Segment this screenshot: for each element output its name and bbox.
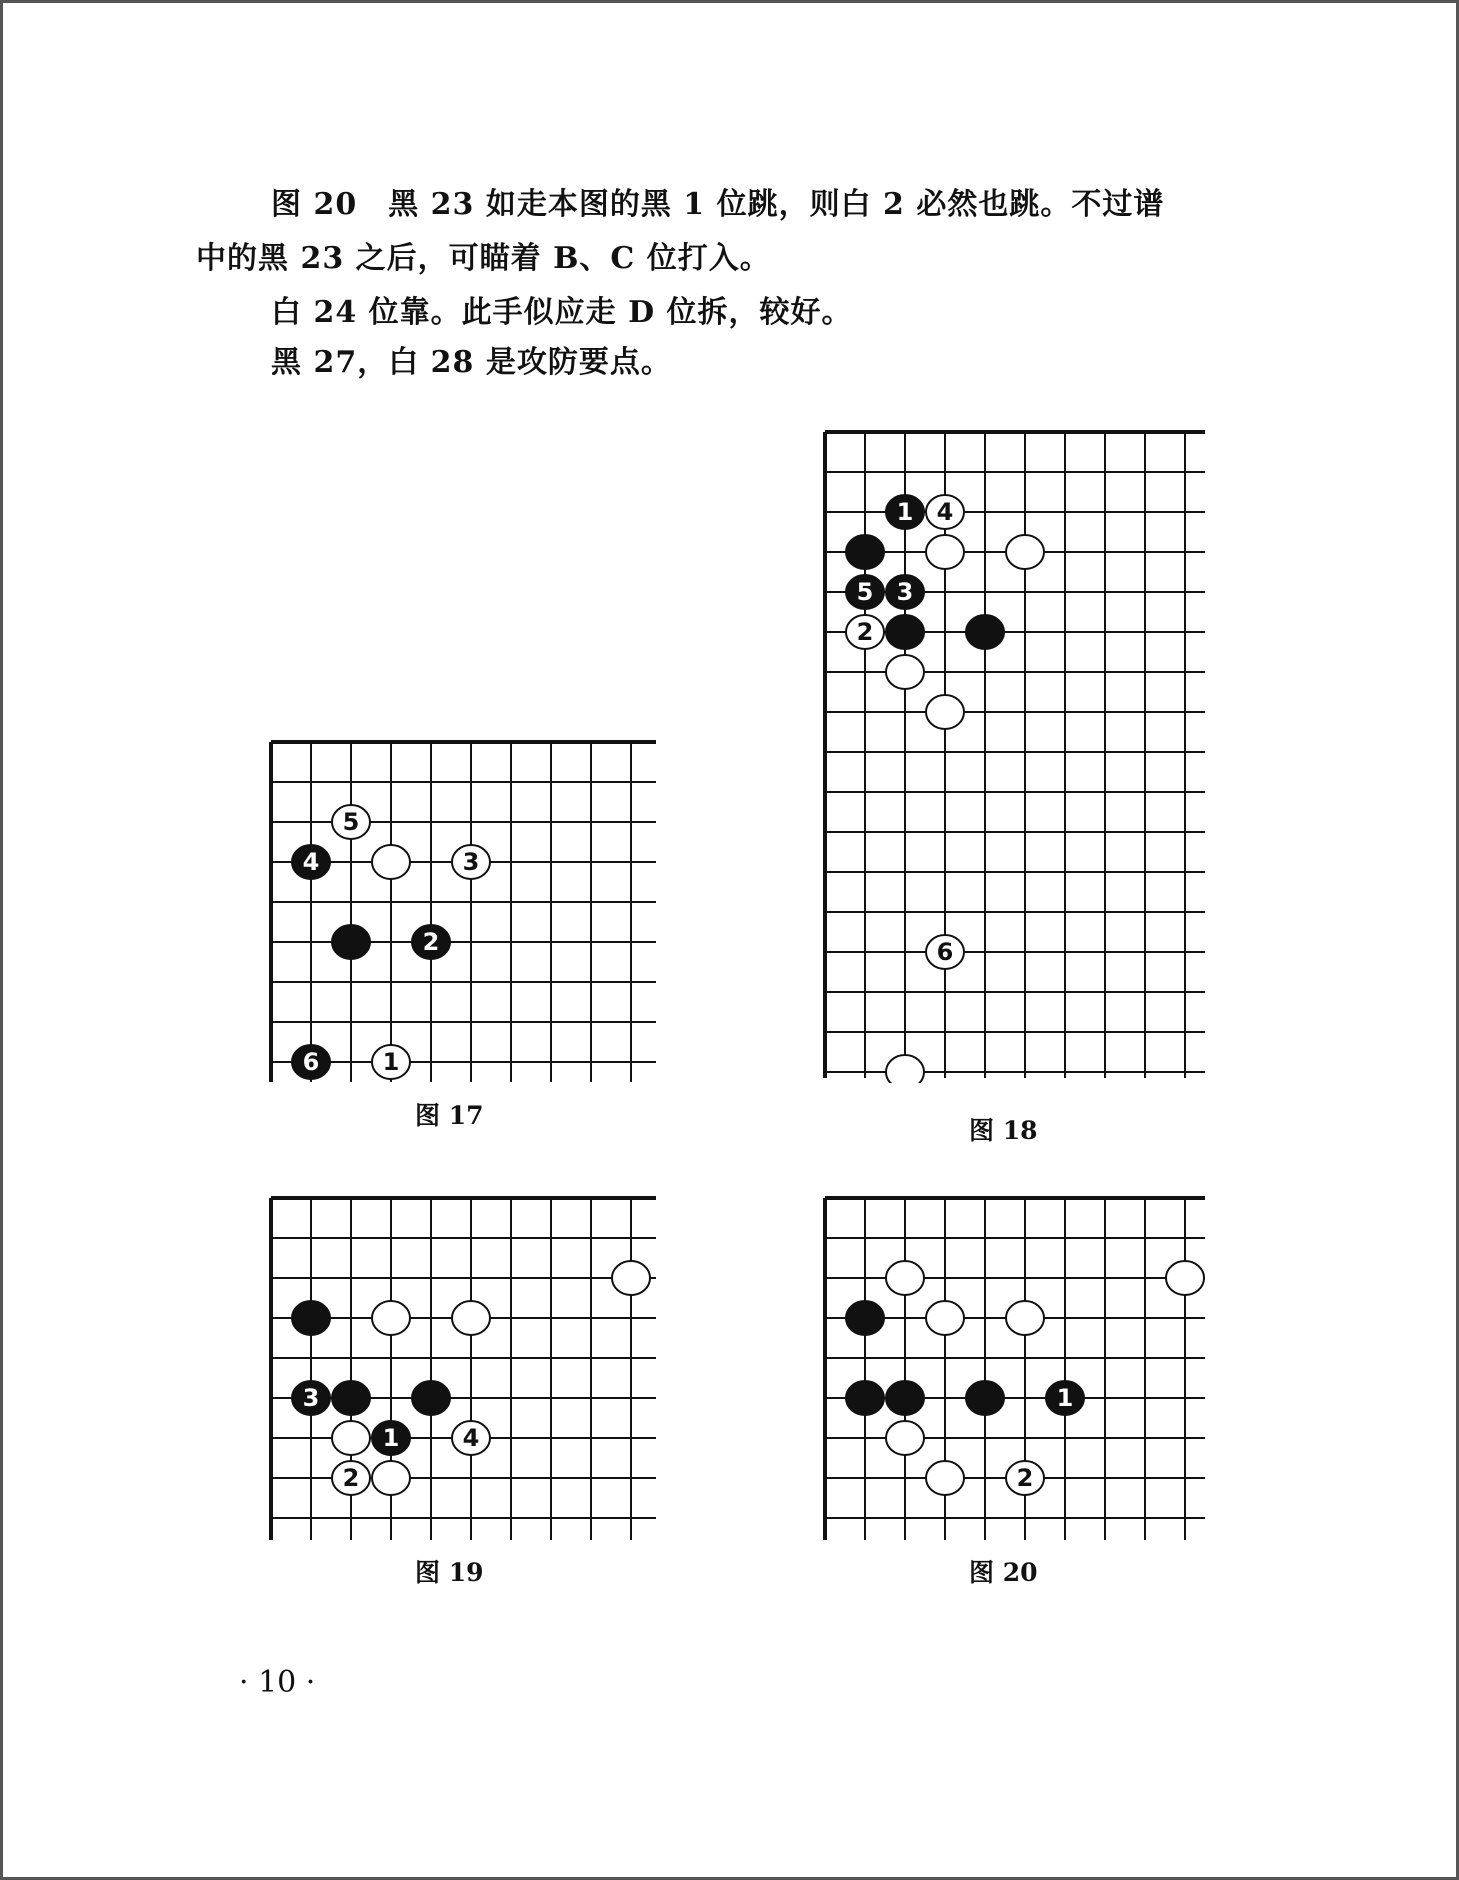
white-stone-shape [926, 1301, 964, 1335]
paragraph-line-2: 中的黑 23 之后，可瞄着 B、C 位打入。 [196, 241, 771, 276]
white-stone [452, 1301, 490, 1335]
black-stone [1046, 1381, 1084, 1415]
go-diagram-17 [266, 737, 661, 1087]
white-stone-shape [926, 695, 964, 729]
move-number: 4 [462, 1424, 480, 1452]
white-stone-shape [372, 845, 410, 879]
move-number: 6 [302, 1048, 320, 1076]
white-stone [926, 935, 964, 969]
black-stone [846, 1381, 884, 1415]
white-stone [1006, 1301, 1044, 1335]
black-stone-shape [332, 925, 370, 959]
white-stone [372, 845, 410, 879]
white-stone [926, 695, 964, 729]
paragraph-line-1: 图 20 黑 23 如走本图的黑 1 位跳，则白 2 必然也跳。不过谱 [271, 187, 1165, 222]
move-number: 2 [342, 1464, 360, 1492]
black-stone-shape [292, 1301, 330, 1335]
black-stone [846, 575, 884, 609]
white-stone [332, 1421, 370, 1455]
black-stone-shape [846, 1381, 884, 1415]
white-stone [332, 805, 370, 839]
move-number: 5 [342, 808, 360, 836]
white-stone [332, 1461, 370, 1495]
paragraph-line-4: 黑 27，白 28 是攻防要点。 [271, 345, 672, 380]
board-grid [825, 432, 1205, 1078]
white-stone [612, 1261, 650, 1295]
black-stone-shape [846, 535, 884, 569]
white-stone [926, 495, 964, 529]
black-stone [412, 925, 450, 959]
white-stone-shape [1166, 1261, 1204, 1295]
board-grid [271, 1198, 656, 1540]
black-stone [886, 1381, 924, 1415]
white-stone-shape [1006, 1301, 1044, 1335]
page-number: · 10 · [239, 1665, 316, 1700]
black-stone [292, 1301, 330, 1335]
white-stone-shape [1006, 535, 1044, 569]
black-stone [412, 1381, 450, 1415]
move-number: 5 [856, 578, 874, 606]
diagram-caption-17: 图 17 [415, 1101, 484, 1130]
white-stone-shape [452, 1301, 490, 1335]
white-stone [886, 1055, 924, 1083]
white-stone-shape [886, 1261, 924, 1295]
move-number: 2 [856, 618, 874, 646]
black-stone-shape [412, 1381, 450, 1415]
black-stone-shape [886, 1381, 924, 1415]
move-number: 1 [896, 498, 914, 526]
white-stone-shape [886, 655, 924, 689]
diagram-caption-18: 图 18 [969, 1116, 1038, 1145]
white-stone-shape [886, 1421, 924, 1455]
diagram-caption-20: 图 20 [969, 1558, 1038, 1587]
white-stone [1006, 535, 1044, 569]
white-stone [926, 1461, 964, 1495]
white-stone [452, 1421, 490, 1455]
diagram-caption-19: 图 19 [415, 1558, 484, 1587]
black-stone [886, 495, 924, 529]
white-stone [846, 615, 884, 649]
white-stone [452, 845, 490, 879]
go-diagram-18 [820, 427, 1210, 1083]
move-number: 2 [1016, 1464, 1034, 1492]
black-stone-shape [966, 1381, 1004, 1415]
white-stone [926, 1301, 964, 1335]
white-stone [1006, 1461, 1044, 1495]
go-diagram-20 [820, 1193, 1210, 1545]
move-number: 4 [936, 498, 954, 526]
white-stone-shape [332, 1421, 370, 1455]
white-stone-shape [372, 1301, 410, 1335]
move-number: 3 [462, 848, 480, 876]
black-stone [292, 845, 330, 879]
move-number: 1 [382, 1424, 400, 1452]
black-stone [332, 925, 370, 959]
white-stone-shape [612, 1261, 650, 1295]
move-number: 3 [896, 578, 914, 606]
black-stone [966, 1381, 1004, 1415]
move-number: 6 [936, 938, 954, 966]
black-stone-shape [886, 615, 924, 649]
move-number: 1 [382, 1048, 400, 1076]
white-stone [886, 655, 924, 689]
black-stone [886, 575, 924, 609]
black-stone [292, 1045, 330, 1079]
white-stone-shape [926, 1461, 964, 1495]
black-stone [332, 1381, 370, 1415]
black-stone [846, 535, 884, 569]
white-stone [886, 1421, 924, 1455]
move-number: 3 [302, 1384, 320, 1412]
black-stone-shape [332, 1381, 370, 1415]
black-stone [846, 1301, 884, 1335]
move-number: 1 [1056, 1384, 1074, 1412]
paragraph-line-3: 白 24 位靠。此手似应走 D 位拆，较好。 [271, 295, 853, 330]
white-stone [886, 1261, 924, 1295]
black-stone-shape [846, 1301, 884, 1335]
white-stone [372, 1301, 410, 1335]
black-stone [292, 1381, 330, 1415]
board-grid [271, 742, 656, 1082]
go-diagram-19 [266, 1193, 661, 1545]
move-number: 4 [302, 848, 320, 876]
white-stone-shape [886, 1055, 924, 1083]
white-stone [926, 535, 964, 569]
white-stone-shape [926, 535, 964, 569]
black-stone [372, 1421, 410, 1455]
black-stone [886, 615, 924, 649]
white-stone-shape [372, 1461, 410, 1495]
move-number: 2 [422, 928, 440, 956]
black-stone-shape [966, 615, 1004, 649]
black-stone [966, 615, 1004, 649]
white-stone [1166, 1261, 1204, 1295]
white-stone [372, 1045, 410, 1079]
white-stone [372, 1461, 410, 1495]
